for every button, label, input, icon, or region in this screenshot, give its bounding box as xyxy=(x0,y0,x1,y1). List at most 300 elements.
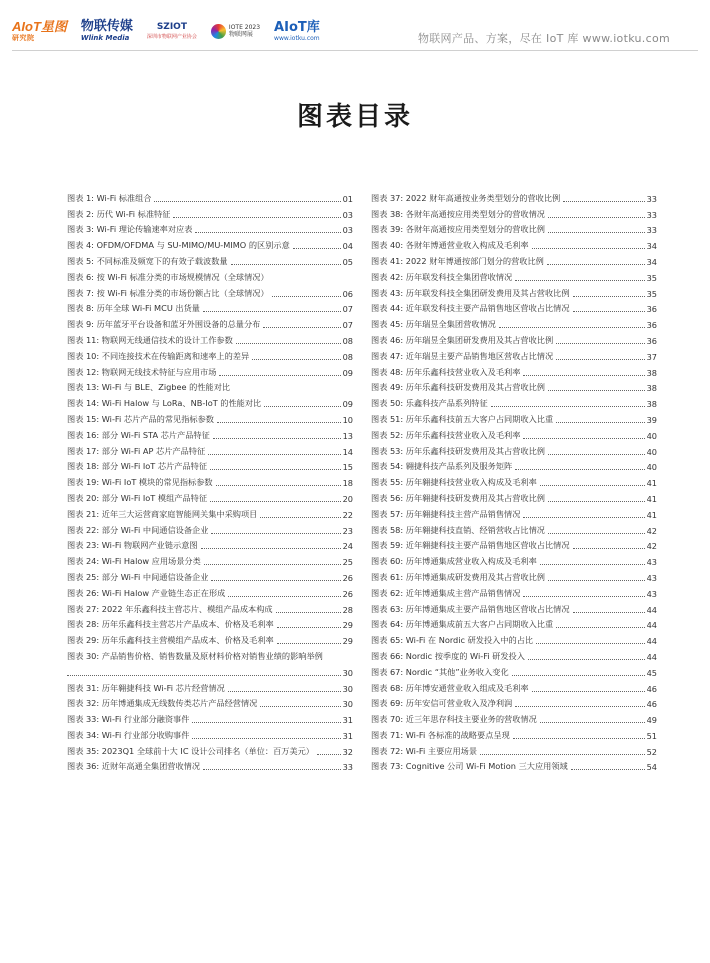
toc-leader-dots xyxy=(272,296,341,297)
toc-leader-dots xyxy=(277,643,341,644)
toc-entry-page: 43 xyxy=(646,588,657,599)
toc-leader-dots xyxy=(523,375,644,376)
toc-entry-page: 28 xyxy=(342,604,353,615)
toc-entry-page: 18 xyxy=(342,478,353,489)
toc-entry-label: 图表 59: xyxy=(371,540,406,551)
toc-leader-dots xyxy=(573,612,645,613)
toc-entry-page: 43 xyxy=(646,557,657,568)
toc-entry-page: 07 xyxy=(342,304,353,315)
toc-entry-label: 图表 41: xyxy=(371,255,406,266)
toc-leader-dots xyxy=(228,691,341,692)
toc-entry-page: 46 xyxy=(646,699,657,710)
toc-entry[interactable] xyxy=(371,567,657,583)
toc-entry[interactable] xyxy=(371,678,657,694)
toc-entry-page: 46 xyxy=(646,683,657,694)
toc-entry-title: 历年乐鑫科技营业收入及毛利率 xyxy=(405,366,521,377)
toc-entry-title: 历年翱捷科技研发费用及其占营收比例 xyxy=(405,492,545,503)
toc-leader-dots xyxy=(571,769,645,770)
toc-entry-page: 44 xyxy=(646,651,657,662)
toc-entry[interactable] xyxy=(371,425,657,441)
toc-entry-label: 图表 4: xyxy=(67,240,97,251)
toc-entry-page: 24 xyxy=(342,541,353,552)
toc-leader-dots xyxy=(317,754,341,755)
toc-entry-title: Nordic 按季度的 Wi-Fi 研发投入 xyxy=(405,650,525,661)
toc-entry-title: 历年联发科技全集团营收情况 xyxy=(405,271,513,282)
toc-entry-page: 15 xyxy=(342,462,353,473)
toc-entry[interactable] xyxy=(371,504,657,520)
toc-entry-page: 43 xyxy=(646,572,657,583)
toc-entry[interactable] xyxy=(67,220,353,236)
toc-entry-label: 图表 44: xyxy=(371,303,406,314)
toc-entry-page: 38 xyxy=(646,367,657,378)
toc-entry-page: 13 xyxy=(342,430,353,441)
toc-entry-page: 44 xyxy=(646,620,657,631)
toc-entry-page: 51 xyxy=(646,730,657,741)
toc-entry[interactable] xyxy=(67,536,353,552)
toc-leader-dots xyxy=(210,469,341,470)
toc-entry-title: 历代 Wi-Fi 标准特征 xyxy=(96,208,171,219)
toc-entry[interactable] xyxy=(67,235,353,251)
toc-entry[interactable] xyxy=(371,662,657,678)
toc-entry-title: 历年全球 Wi-Fi MCU 出货量 xyxy=(96,303,200,314)
toc-entry-title: 历年乐鑫科技研发费用及其占营收比例 xyxy=(405,382,545,393)
toc-right-column xyxy=(371,188,657,772)
page-header xyxy=(0,0,710,52)
toc-entry-title: 2022 财年博通按部门划分的营收比例 xyxy=(405,255,544,266)
toc-entry-label: 图表 12: xyxy=(67,366,102,377)
toc-leader-dots xyxy=(548,454,645,455)
toc-leader-dots xyxy=(260,517,340,518)
toc-entry-page: 22 xyxy=(342,509,353,520)
toc-entry[interactable] xyxy=(67,694,353,710)
toc-entry[interactable] xyxy=(371,630,657,646)
toc-entry[interactable] xyxy=(67,299,353,315)
toc-entry[interactable] xyxy=(67,599,353,615)
toc-entry-title: 近财年高通全集团营收情况 xyxy=(101,761,201,772)
toc-entry-page: 40 xyxy=(646,462,657,473)
iote-circle-icon xyxy=(211,24,226,39)
toc-entry[interactable] xyxy=(67,725,353,741)
toc-entry-page: 37 xyxy=(646,351,657,362)
toc-leader-dots xyxy=(540,564,645,565)
toc-entry-page: 29 xyxy=(342,620,353,631)
toc-leader-dots xyxy=(213,438,341,439)
toc-entry-title: Wi-Fi 在 Nordic 研发投入中的占比 xyxy=(405,635,534,646)
toc-entry-title: 部分 Wi-Fi STA 芯片产品特征 xyxy=(101,429,210,440)
toc-entry[interactable] xyxy=(67,472,353,488)
toc-entry-page: 42 xyxy=(646,541,657,552)
toc-leader-dots xyxy=(556,359,644,360)
toc-entry[interactable] xyxy=(371,220,657,236)
toc-leader-dots xyxy=(263,327,340,328)
toc-entry-label: 图表 28: xyxy=(67,619,102,630)
toc-entry-page: 05 xyxy=(342,256,353,267)
toc-entry-page: 36 xyxy=(646,335,657,346)
iote-logo xyxy=(211,24,260,39)
toc-entry-page: 26 xyxy=(342,588,353,599)
toc-leader-dots xyxy=(556,627,644,628)
toc-entry-page: 06 xyxy=(342,288,353,299)
toc-entry-title: 各财年高通按应用类型划分的营收情况 xyxy=(405,208,545,219)
toc-entry-page: 36 xyxy=(646,320,657,331)
toc-entry[interactable] xyxy=(67,457,353,473)
toc-entry-page: 35 xyxy=(646,272,657,283)
toc-leader-dots xyxy=(563,201,644,202)
toc-leader-dots xyxy=(523,517,644,518)
toc-entry-title: Wi-Fi 主要应用场景 xyxy=(405,745,478,756)
toc-left-column xyxy=(67,188,353,772)
toc-leader-dots xyxy=(208,454,340,455)
toc-entry-title: 历年博通集成主要产品销售地区营收占比情况 xyxy=(405,603,570,614)
toc-entry[interactable] xyxy=(371,646,657,662)
toc-entry-title: 历年翱捷科技直销、经销营收占比情况 xyxy=(405,524,545,535)
toc-entry[interactable] xyxy=(371,457,657,473)
toc-leader-dots xyxy=(228,596,340,597)
toc-entry-title: 部分 Wi-Fi 中间通信设备企业 xyxy=(101,571,209,582)
toc-entry-label: 图表 37: xyxy=(371,192,406,203)
toc-leader-dots xyxy=(528,659,645,660)
toc-entry[interactable] xyxy=(67,615,353,631)
toc-entry-page: 45 xyxy=(646,667,657,678)
toc-entry[interactable] xyxy=(67,267,353,283)
toc-leader-dots xyxy=(540,485,645,486)
toc-leader-dots xyxy=(548,580,645,581)
toc-entry[interactable] xyxy=(67,188,353,204)
toc-entry-page: 54 xyxy=(646,762,657,773)
toc-leader-dots xyxy=(499,327,645,328)
toc-entry-page: 34 xyxy=(646,241,657,252)
toc-entry[interactable] xyxy=(371,393,657,409)
iote-logo-text xyxy=(229,24,260,38)
toc-entry-label: 图表 9: xyxy=(67,319,97,330)
toc-leader-dots xyxy=(203,311,341,312)
toc-entry[interactable] xyxy=(371,235,657,251)
toc-entry-label: 图表 22: xyxy=(67,524,102,535)
toc-entry-title: 历年翱捷科技主营产品销售情况 xyxy=(405,508,521,519)
toc-entry-title: 历年博通集成前五大客户占同期收入比重 xyxy=(405,619,554,630)
toc-entry-label: 图表 17: xyxy=(67,445,102,456)
toc-leader-dots xyxy=(173,217,340,218)
toc-entry-label: 图表 20: xyxy=(67,492,102,503)
aiot-research-logo-text: AIoT星图 xyxy=(12,19,67,34)
toc-entry-title: Wi-Fi Halow 应用场景分类 xyxy=(101,556,201,567)
toc-entry[interactable] xyxy=(371,251,657,267)
toc-entry[interactable] xyxy=(67,393,353,409)
toc-entry-label: 图表 39: xyxy=(371,224,406,235)
toc-entry[interactable] xyxy=(67,425,353,441)
toc-entry-title: Wi-Fi IoT 模块的常见指标参数 xyxy=(101,477,213,488)
toc-entry-page: 03 xyxy=(342,209,353,220)
toc-entry-label: 图表 68: xyxy=(371,682,406,693)
toc-entry-label: 图表 61: xyxy=(371,571,406,582)
toc-entry-title: 近年三大运营商家庭智能网关集中采购项目 xyxy=(101,508,258,519)
toc-leader-dots xyxy=(192,738,340,739)
toc-entry[interactable] xyxy=(67,330,353,346)
toc-entry-title: Wi-Fi 理论传输速率对应表 xyxy=(96,224,193,235)
toc-entry[interactable] xyxy=(67,678,353,694)
toc-entry-label: 图表 62: xyxy=(371,587,406,598)
toc-entry-label: 图表 49: xyxy=(371,382,406,393)
toc-entry[interactable] xyxy=(67,346,353,362)
toc-entry-title: 部分 Wi-Fi AP 芯片产品特征 xyxy=(101,445,206,456)
toc-leader-dots xyxy=(573,548,645,549)
toc-entry[interactable] xyxy=(67,283,353,299)
toc-entry-label: 图表 14: xyxy=(67,398,102,409)
toc-entry-title: 历年蓝牙平台设备和蓝牙外围设备的总量分布 xyxy=(96,319,261,330)
toc-entry-label: 图表 55: xyxy=(371,477,406,488)
toc-entry[interactable] xyxy=(67,488,353,504)
toc-leader-dots xyxy=(548,390,645,391)
toc-entry-title: 历年联发科技全集团研发费用及其占营收比例 xyxy=(405,287,570,298)
toc-entry-page: 44 xyxy=(646,604,657,615)
toc-entry-page: 30 xyxy=(342,667,353,678)
toc-entry[interactable] xyxy=(371,362,657,378)
toc-entry-page: 29 xyxy=(342,636,353,647)
toc-entry-label: 图表 18: xyxy=(67,461,102,472)
toc-entry-label: 图表 1: xyxy=(67,192,97,203)
toc-entry-title: 历年乐鑫科技营业收入及毛利率 xyxy=(405,429,521,440)
toc-entry-title: 按 Wi-Fi 标准分类的市场份额占比（全球情况） xyxy=(96,287,269,298)
aiotku-logo xyxy=(274,21,320,42)
toc-entry-label: 图表 24: xyxy=(67,556,102,567)
toc-entry[interactable] xyxy=(67,378,353,394)
toc-entry-page: 30 xyxy=(342,699,353,710)
toc-entry-label: 图表 42: xyxy=(371,271,406,282)
toc-entry-title: 2023Q1 全球前十大 IC 设计公司排名（单位：百万美元） xyxy=(101,745,314,756)
toc-leader-dots xyxy=(540,722,645,723)
toc-entry[interactable] xyxy=(371,615,657,631)
toc-entry[interactable] xyxy=(371,520,657,536)
toc-leader-dots xyxy=(192,722,340,723)
toc-entry[interactable] xyxy=(371,409,657,425)
toc-entry-title: Wi-Fi 行业部分融资事件 xyxy=(101,714,190,725)
toc-entry[interactable] xyxy=(67,709,353,725)
toc-entry[interactable] xyxy=(67,630,353,646)
toc-leader-dots xyxy=(211,580,340,581)
toc-entry-page: 10 xyxy=(342,414,353,425)
toc-entry-title: 近年博通集成主营产品销售情况 xyxy=(405,587,521,598)
toc-entry-title: 历年乐鑫科技研发费用及其占营收比例 xyxy=(405,445,545,456)
toc-entry-label: 图表 57: xyxy=(371,508,406,519)
toc-entry-label: 图表 30: xyxy=(67,650,102,661)
toc-entry-title: Cognitive 公司 Wi-Fi Motion 三大应用领域 xyxy=(405,761,568,772)
toc-entry-label: 图表 34: xyxy=(67,729,102,740)
toc-entry-title: 历年乐鑫科技主营芯片产品成本、价格及毛利率 xyxy=(101,619,274,630)
aiotku-logo-text: AIoT库 xyxy=(274,19,320,35)
toc-entry-page: 09 xyxy=(342,367,353,378)
toc-entry-title: 产品销售价格、销售数量及原材料价格对销售业绩的影响举例 xyxy=(101,650,323,661)
toc-entry[interactable] xyxy=(371,709,657,725)
toc-entry-title: 各财年高通按应用类型划分的营收比例 xyxy=(405,224,545,235)
toc-entry-label: 图表 67: xyxy=(371,666,406,677)
toc-entry-page: 42 xyxy=(646,525,657,536)
toc-entry-label: 图表 69: xyxy=(371,698,406,709)
toc-entry[interactable] xyxy=(371,314,657,330)
toc-entry[interactable] xyxy=(371,283,657,299)
toc-entry-title: 部分 Wi-Fi 中间通信设备企业 xyxy=(101,524,209,535)
toc-entry-page: 41 xyxy=(646,478,657,489)
toc-entry[interactable] xyxy=(67,551,353,567)
toc-entry-label: 图表 35: xyxy=(67,745,102,756)
toc-entry-page: 52 xyxy=(646,746,657,757)
toc-leader-dots xyxy=(210,501,341,502)
toc-entry-title: 按 Wi-Fi 标准分类的市场规模情况（全球情况） xyxy=(96,271,269,282)
toc-leader-dots xyxy=(67,675,341,676)
toc-leader-dots xyxy=(512,675,645,676)
toc-entry-page: 39 xyxy=(646,414,657,425)
toc-entry[interactable] xyxy=(371,757,657,773)
toc-entry-page: 32 xyxy=(342,746,353,757)
toc-entry[interactable] xyxy=(67,504,353,520)
toc-entry[interactable] xyxy=(371,441,657,457)
toc-entry-label: 图表 64: xyxy=(371,619,406,630)
toc-entry-page: 08 xyxy=(342,335,353,346)
toc-entry[interactable] xyxy=(67,757,353,773)
toc-entry-label: 图表 27: xyxy=(67,603,102,614)
toc-entry-title: 历年瑞昱全集团研发费用及其占营收比例 xyxy=(405,334,554,345)
toc-leader-dots xyxy=(548,232,645,233)
toc-entry-title: 近三年思存科技主要业务的营收情况 xyxy=(405,714,537,725)
toc-entry-title: 历年翱捷科技营业收入构成及毛利率 xyxy=(405,477,537,488)
toc-entry-label: 图表 72: xyxy=(371,745,406,756)
toc-entry-title: Wi-Fi Halow 与 LoRa、NB-IoT 的性能对比 xyxy=(101,398,262,409)
toc-entry-label: 图表 46: xyxy=(371,334,406,345)
toc-entry[interactable] xyxy=(371,330,657,346)
toc-entry-page: 26 xyxy=(342,572,353,583)
toc-entry-label: 图表 7: xyxy=(67,287,97,298)
toc-entry[interactable] xyxy=(67,314,353,330)
toc-entry[interactable] xyxy=(371,204,657,220)
toc-entry-page: 44 xyxy=(646,636,657,647)
toc-entry-page: 31 xyxy=(342,730,353,741)
toc-leader-dots xyxy=(515,469,644,470)
aiotku-logo-sub: www.iotku.com xyxy=(274,34,320,42)
toc-leader-dots xyxy=(523,438,644,439)
toc-entry-page: 30 xyxy=(342,683,353,694)
toc-entry[interactable] xyxy=(371,583,657,599)
toc-entry-label: 图表 65: xyxy=(371,635,406,646)
toc-entry[interactable] xyxy=(67,741,353,757)
toc-entry-label: 图表 53: xyxy=(371,445,406,456)
toc-entry-label: 图表 43: xyxy=(371,287,406,298)
toc-entry-title: 乐鑫科技产品系列特征 xyxy=(405,398,488,409)
toc-entry-title: Wi-Fi Halow 产业链生态正在形成 xyxy=(101,587,226,598)
toc-entry-label: 图表 31: xyxy=(67,682,102,693)
toc-leader-dots xyxy=(219,375,340,376)
toc-entry-page: 09 xyxy=(342,399,353,410)
toc-entry-page: 40 xyxy=(646,430,657,441)
toc-entry-continuation[interactable] xyxy=(67,662,353,678)
toc-leader-dots xyxy=(532,691,645,692)
toc-entry[interactable] xyxy=(67,409,353,425)
toc-entry-title: Wi-Fi 物联网产业链示意图 xyxy=(101,540,198,551)
toc-entry[interactable] xyxy=(67,362,353,378)
toc-entry-page: 08 xyxy=(342,351,353,362)
toc-leader-dots xyxy=(515,280,644,281)
toc-entry-page: 38 xyxy=(646,399,657,410)
toc-entry-page: 34 xyxy=(646,256,657,267)
toc-leader-dots xyxy=(513,738,645,739)
toc-leader-dots xyxy=(264,406,340,407)
toc-entry-label: 图表 32: xyxy=(67,698,102,709)
header-divider xyxy=(12,50,698,51)
toc-entry-label: 图表 6: xyxy=(67,271,97,282)
toc-entry-page: 04 xyxy=(342,241,353,252)
toc-entry[interactable] xyxy=(371,378,657,394)
toc-entry[interactable] xyxy=(371,741,657,757)
toc-entry-title: 近年瑞昱主要产品销售地区营收占比情况 xyxy=(405,350,554,361)
page-title: 图表目录 xyxy=(296,102,413,132)
toc-entry[interactable] xyxy=(67,520,353,536)
toc-entry[interactable] xyxy=(371,299,657,315)
toc-leader-dots xyxy=(480,754,645,755)
toc-entry[interactable] xyxy=(371,694,657,710)
toc-entry[interactable] xyxy=(371,346,657,362)
toc-entry[interactable] xyxy=(371,536,657,552)
toc-entry-label: 图表 36: xyxy=(67,761,102,772)
toc-leader-dots xyxy=(277,627,341,628)
toc-leader-dots xyxy=(491,406,645,407)
toc-entry-label: 图表 45: xyxy=(371,319,406,330)
toc-entry[interactable] xyxy=(371,488,657,504)
toc-entry[interactable] xyxy=(371,725,657,741)
toc-entry-title: 历年博通集成营业收入构成及毛利率 xyxy=(405,556,537,567)
toc-entry-page: 33 xyxy=(342,762,353,773)
toc-leader-dots xyxy=(203,769,341,770)
toc-entry[interactable] xyxy=(67,251,353,267)
toc-entry-label: 图表 33: xyxy=(67,714,102,725)
toc-entry-page: 14 xyxy=(342,446,353,457)
toc-entry-title: 2022 财年高通按业务类型划分的营收比例 xyxy=(405,192,561,203)
toc-leader-dots xyxy=(216,485,341,486)
toc-entry-label: 图表 52: xyxy=(371,429,406,440)
toc-entry-page: 33 xyxy=(646,209,657,220)
toc-entry[interactable] xyxy=(67,646,353,662)
toc-entry-title: Wi-Fi 各标准的战略要点呈现 xyxy=(405,729,510,740)
toc-entry-title: Wi-Fi 标准组合 xyxy=(96,192,152,203)
iote-logo-line1: IOTE 2023 xyxy=(228,23,261,31)
toc-entry[interactable] xyxy=(371,188,657,204)
toc-entry[interactable] xyxy=(371,599,657,615)
toc-leader-dots xyxy=(548,217,645,218)
toc-entry[interactable] xyxy=(371,472,657,488)
toc-entry-label: 图表 8: xyxy=(67,303,97,314)
toc-entry-label: 图表 11: xyxy=(67,334,102,345)
toc-entry-label: 图表 70: xyxy=(371,714,406,725)
toc-entry-label: 图表 3: xyxy=(67,224,97,235)
toc-entry-label: 图表 13: xyxy=(67,382,102,393)
toc-entry[interactable] xyxy=(67,204,353,220)
toc-entry-page: 31 xyxy=(342,715,353,726)
toc-entry[interactable] xyxy=(67,441,353,457)
toc-leader-dots xyxy=(260,706,340,707)
toc-entry[interactable] xyxy=(67,583,353,599)
toc-entry-title: 历年翱捷科技 Wi-Fi 芯片经营情况 xyxy=(101,682,225,693)
toc-leader-dots xyxy=(515,706,644,707)
toc-leader-dots xyxy=(293,248,341,249)
sziot-logo xyxy=(147,23,197,40)
toc-entry-page: 40 xyxy=(646,446,657,457)
toc-entry[interactable] xyxy=(67,567,353,583)
toc-leader-dots xyxy=(276,612,341,613)
toc-leader-dots xyxy=(556,343,644,344)
toc-entry[interactable] xyxy=(371,551,657,567)
toc-entry[interactable] xyxy=(371,267,657,283)
toc-leader-dots xyxy=(536,643,644,644)
toc-leader-dots xyxy=(252,359,340,360)
toc-entry-label: 图表 19: xyxy=(67,477,102,488)
toc-entry-label: 图表 48: xyxy=(371,366,406,377)
